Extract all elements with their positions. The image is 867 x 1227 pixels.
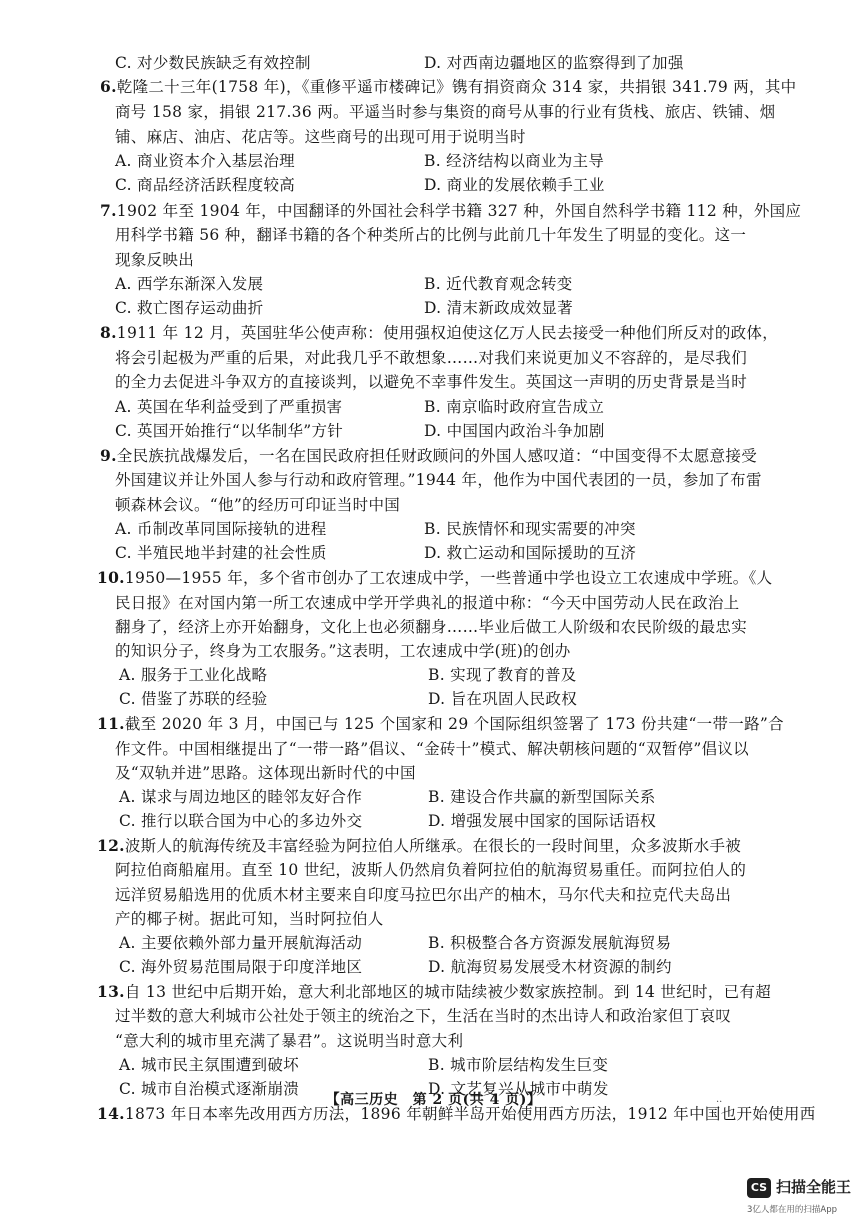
text-line [115, 494, 400, 516]
line-text: D. 对西南边疆地区的监察得到了加强 [424, 54, 684, 72]
text-line [424, 150, 604, 172]
line-text: 的全力去促进斗争双方的直接谈判，以避免不幸事件发生。英国这一声明的历史背景是当时 [115, 373, 748, 391]
text-line [115, 347, 747, 369]
text-line [428, 932, 671, 954]
text-line [115, 884, 731, 906]
text-line [115, 273, 263, 295]
line-text: D. 商业的发展依赖手工业 [424, 176, 605, 194]
question-number: 14. [97, 1104, 125, 1123]
line-text: B. 建设合作共赢的新型国际关系 [428, 788, 656, 806]
question-number: 12. [97, 836, 125, 855]
text-line [428, 810, 656, 832]
question-stem-line [97, 713, 784, 735]
question-number: 8. [100, 323, 117, 342]
line-text: A. 主要依赖外部力量开展航海活动 [119, 934, 363, 952]
text-line [115, 396, 342, 418]
line-text: 截至 2020 年 3 月，中国已与 125 个国家和 29 个国际组织签署了 173 份共建“一带一路”合 [124, 715, 784, 733]
text-line [119, 810, 362, 832]
line-text: 的知识分子，终身为工农服务。”这表明，工农速成中学(班)的创办 [115, 642, 571, 660]
text-line [115, 469, 762, 491]
text-line [119, 932, 362, 954]
text-line [424, 52, 684, 74]
question-number: 9. [100, 446, 117, 465]
question-stem-line [100, 322, 778, 344]
line-text: B. 实现了教育的普及 [428, 666, 577, 684]
page-footer: 【高三历史 第 2 页(共 4 页)】 [325, 1092, 542, 1108]
text-line [428, 786, 656, 808]
line-text: B. 积极整合各方资源发展航海贸易 [428, 934, 672, 952]
line-text: 远洋贸易船选用的优质木材主要来自印度马拉巴尔出产的柚木，马尔代夫和拉克代夫岛出 [115, 886, 732, 904]
line-text: D. 航海贸易发展受木材资源的制约 [428, 958, 672, 976]
line-text: 顿森林会议。“他”的经历可印证当时中国 [115, 496, 401, 514]
text-line [115, 126, 526, 148]
question-number: 6. [100, 77, 117, 96]
line-text: D. 中国国内政治斗争加剧 [424, 422, 605, 440]
line-text: D. 增强发展中国家的国际话语权 [428, 812, 657, 830]
line-text: 商号 158 家，捐银 217.36 两。平遥当时参与集资的商号从事的行业有货栈、旅店、铁铺、烟 [115, 103, 776, 121]
text-line [115, 1005, 731, 1027]
line-text: 将会引起极为严重的后果，对此我几乎不敢想象……对我们来说更加义不容辞的，是尽我们 [115, 349, 748, 367]
line-text: B. 城市阶层结构发生巨变 [428, 1056, 609, 1074]
line-text: D. 清末新政成效显著 [424, 299, 574, 317]
line-text: 铺、麻店、油店、花店等。这些商号的出现可用于说明当时 [115, 128, 526, 146]
line-text: 阿拉伯商船雇用。直至 10 世纪，波斯人仍然肩负着阿拉伯的航海贸易重任。而阿拉伯人的 [115, 861, 747, 879]
line-text: C. 英国开始推行“以华制华”方针 [115, 422, 344, 440]
line-text: C. 救亡图存运动曲折 [115, 299, 264, 317]
line-text: C. 推行以联合国为中心的多边外交 [119, 812, 363, 830]
line-text: C. 对少数民族缺乏有效控制 [115, 54, 311, 72]
line-text: A. 商业资本介入基层治理 [115, 152, 295, 170]
text-line [424, 518, 636, 540]
line-text: 自 13 世纪中后期开始，意大利北部地区的城市陆续被少数家族控制。到 14 世纪时，已有超 [124, 983, 772, 1001]
question-number: 7. [100, 201, 117, 220]
line-text: 乾隆二十三年(1758 年)，《重修平遥市楼碑记》镌有捐资商众 314 家，共捐银 341.79 两，其中 [116, 78, 797, 96]
text-line [115, 101, 775, 123]
line-text: D. 文艺复兴从城市中萌发 [428, 1080, 609, 1098]
line-text: 产的椰子树。据此可知，当时阿拉伯人 [115, 910, 384, 928]
line-text: B. 近代教育观念转变 [424, 275, 573, 293]
text-line [119, 956, 362, 978]
text-line [115, 249, 194, 271]
text-line [115, 908, 384, 930]
text-line [119, 664, 267, 686]
text-line [115, 542, 327, 564]
question-number: 11. [97, 714, 125, 733]
question-stem-line [100, 76, 796, 98]
question-stem-line [97, 835, 741, 857]
camscanner-name: 扫描全能王 [776, 1178, 852, 1196]
camscanner-tagline: 3亿人都在用的扫描App [747, 1205, 838, 1215]
question-stem-line [97, 981, 771, 1003]
text-line [115, 762, 416, 784]
line-text: B. 经济结构以商业为主导 [424, 152, 605, 170]
line-text: B. 民族情怀和现实需要的冲突 [424, 520, 636, 538]
text-line [115, 738, 749, 760]
line-text: 1911 年 12 月，英国驻华公使声称：使用强权迫使这亿万人民去接受一种他们所反对的政体， [116, 324, 779, 342]
text-line [115, 640, 571, 662]
text-line [424, 273, 573, 295]
line-text: 1902 年至 1904 年，中国翻译的外国社会科学书籍 327 种，外国自然科学书籍 112 种，外国应 [116, 202, 802, 220]
line-text: 作文件。中国相继提出了“一带一路”倡议、“金砖十”模式、解决朝核问题的“双暂停”倡议以 [115, 740, 749, 758]
text-line [115, 297, 263, 319]
text-line [115, 616, 747, 638]
question-stem-line [100, 200, 801, 222]
line-text: A. 西学东渐深入发展 [115, 275, 264, 293]
line-text: 过半数的意大利城市公社处于领主的统治之下，生活在当时的杰出诗人和政治家但丁哀叹 [115, 1007, 732, 1025]
line-text: 翻身了，经济上亦开始翻身，文化上也必须翻身……毕业后做工人阶级和农民阶级的最忠实 [115, 618, 748, 636]
line-text: 外国建议并让外国人参与行动和政府管理。”1944 年，他作为中国代表团的一员，参加了布雷 [115, 471, 762, 489]
line-text: A. 币制改革同国际接轨的进程 [115, 520, 327, 538]
line-text: 全民族抗战爆发后，一名在国民政府担任财政顾问的外国人感叹道：“中国变得不太愿意接受 [116, 447, 758, 465]
line-text: C. 商品经济活跃程度较高 [115, 176, 296, 194]
text-line [115, 224, 746, 246]
line-text: 用科学书籍 56 种，翻译书籍的各个种类所占的比例与此前几十年发生了明显的变化。这一 [115, 226, 747, 244]
text-line [428, 688, 577, 710]
text-line [115, 518, 327, 540]
text-line [428, 664, 577, 686]
text-line [115, 150, 295, 172]
line-text: D. 救亡运动和国际援助的互济 [424, 544, 637, 562]
line-text: D. 旨在巩固人民政权 [428, 690, 578, 708]
text-line [428, 956, 672, 978]
question-number: 10. [97, 568, 125, 587]
line-text: C. 借鉴了苏联的经验 [119, 690, 268, 708]
edge-mark: ·· [716, 1097, 723, 1108]
text-line [115, 592, 739, 614]
line-text: A. 服务于工业化战略 [119, 666, 268, 684]
line-text: 民日报》在对国内第一所工农速成中学开学典礼的报道中称：“今天中国劳动人民在政治上 [115, 594, 740, 612]
line-text: C. 城市自治模式逐渐崩溃 [119, 1080, 300, 1098]
text-line [119, 688, 267, 710]
line-text: A. 城市民主氛围遭到破坏 [119, 1056, 299, 1074]
question-number: 13. [97, 982, 125, 1001]
text-line [424, 542, 636, 564]
line-text: 1873 年日本率先改用西方历法，1896 年朝鲜半岛开始使用西方历法，1912 年中国也开始使用西 [124, 1105, 816, 1123]
line-text: “意大利的城市里充满了暴君”。这说明当时意大利 [115, 1032, 464, 1050]
question-stem-line [100, 445, 757, 467]
text-line [115, 174, 295, 196]
text-line [424, 420, 605, 442]
line-text: A. 英国在华利益受到了严重损害 [115, 398, 343, 416]
text-line [115, 371, 747, 393]
camscanner-logo-icon: CS [747, 1178, 771, 1198]
line-text: B. 南京临时政府宣告成立 [424, 398, 605, 416]
line-text: 1950—1955 年，多个省市创办了工农速成中学，一些普通中学也设立工农速成中学班。《人 [124, 569, 773, 587]
line-text: 及“双轨并进”思路。这体现出新时代的中国 [115, 764, 416, 782]
line-text: 现象反映出 [115, 251, 195, 269]
text-line [115, 420, 343, 442]
text-line [115, 859, 746, 881]
line-text: 波斯人的航海传统及丰富经验为阿拉伯人所继承。在很长的一段时间里，众多波斯水手被 [124, 837, 742, 855]
text-line [115, 52, 311, 74]
text-line [424, 297, 573, 319]
line-text: A. 谋求与周边地区的睦邻友好合作 [119, 788, 363, 806]
line-text: C. 半殖民地半封建的社会性质 [115, 544, 327, 562]
text-line [119, 786, 362, 808]
text-line [119, 1054, 299, 1076]
text-line [424, 396, 604, 418]
question-stem-line [97, 567, 772, 589]
text-line [424, 174, 605, 196]
text-line [428, 1054, 608, 1076]
text-line [115, 1030, 463, 1052]
line-text: C. 海外贸易范围局限于印度洋地区 [119, 958, 363, 976]
